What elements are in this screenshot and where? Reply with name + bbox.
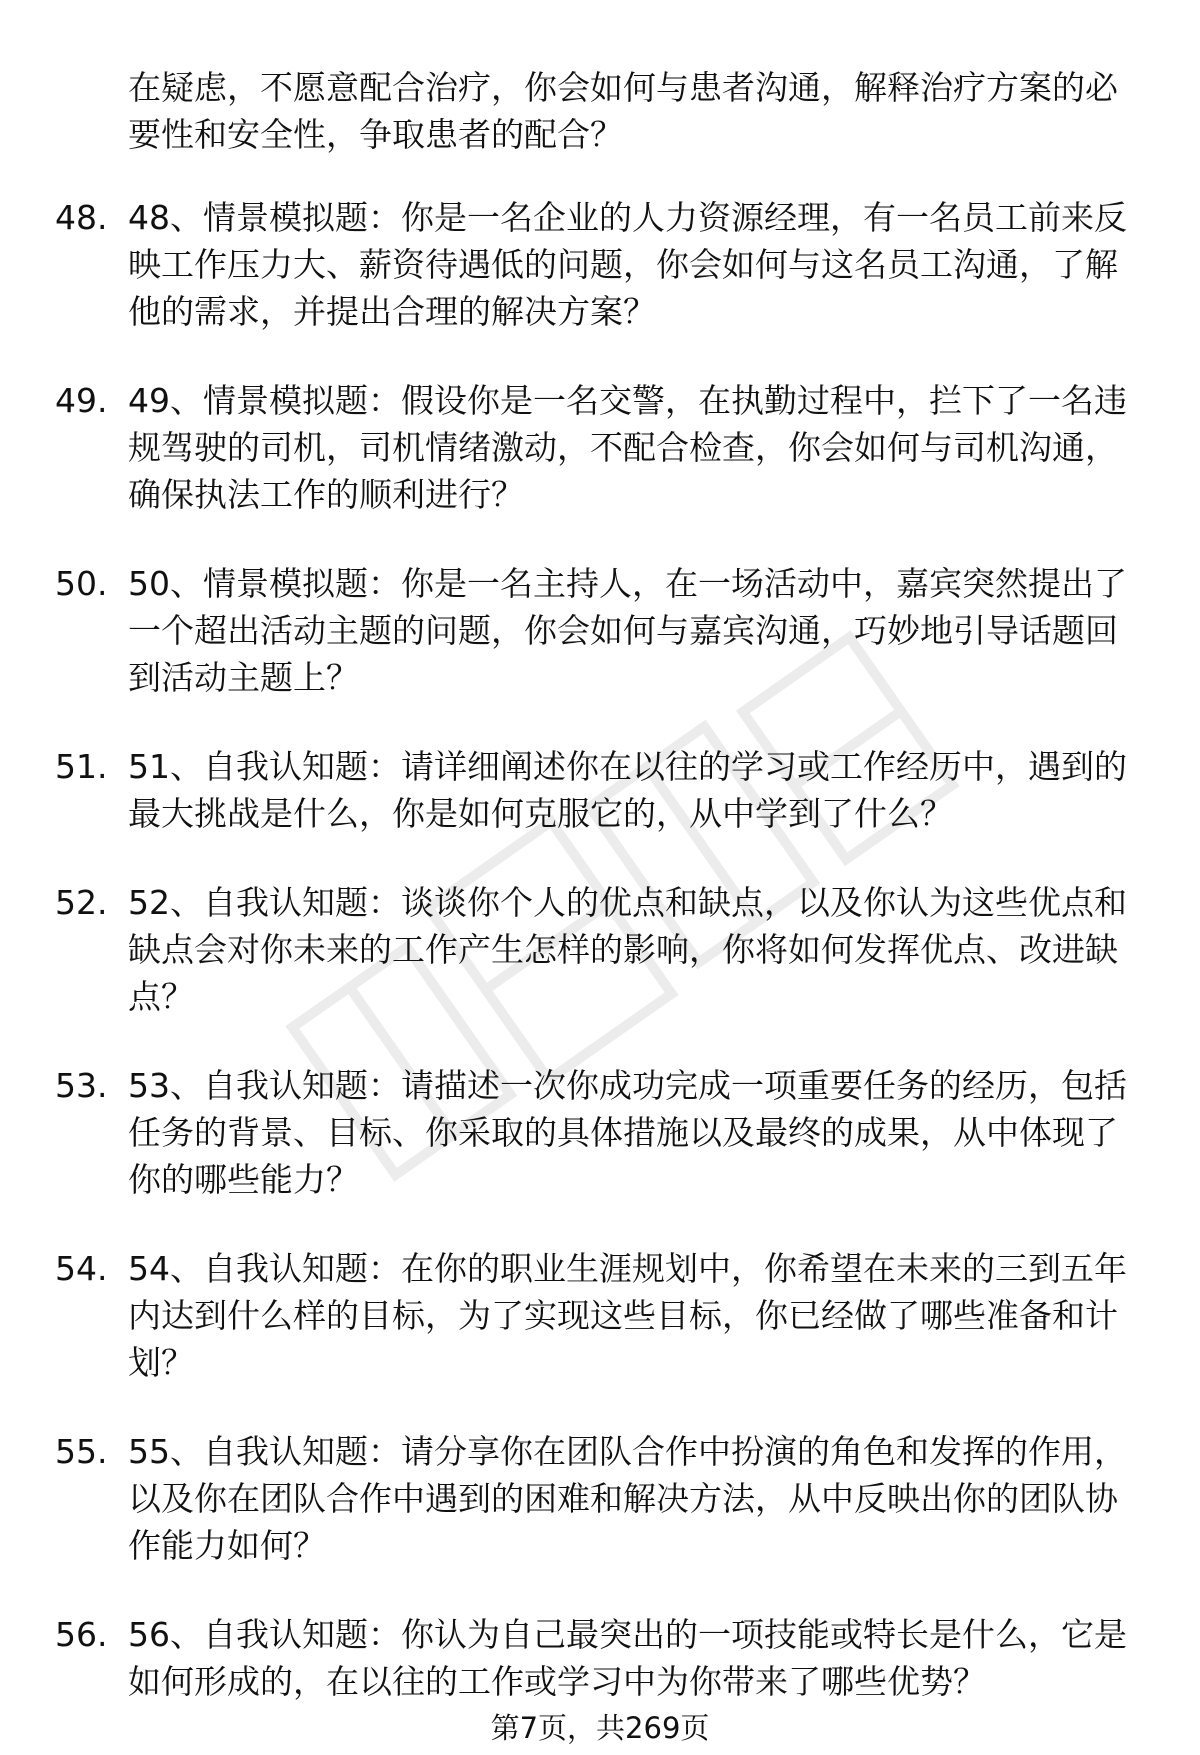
item-number: 48. bbox=[55, 198, 108, 237]
item-text: 50、情景模拟题：你是一名主持人，在一场活动中，嘉宾突然提出了一个超出活动主题的问题，你会如何与嘉宾沟通，巧妙地引导话题回到活动主题上？ bbox=[128, 564, 1127, 697]
list-item bbox=[0, 377, 1200, 560]
item-number: 55. bbox=[55, 1432, 108, 1471]
item-text: 53、自我认知题：请描述一次你成功完成一项重要任务的经历，包括任务的背景、目标、你采取的具体措施以及最终的成果，从中体现了你的哪些能力？ bbox=[128, 1066, 1127, 1199]
list-item bbox=[0, 743, 1200, 879]
list-item bbox=[0, 194, 1200, 377]
item-number: 50. bbox=[55, 564, 108, 603]
item-number: 53. bbox=[55, 1066, 108, 1105]
list-item bbox=[0, 1428, 1200, 1611]
item-text: 52、自我认知题：谈谈你个人的优点和缺点，以及你认为这些优点和缺点会对你未来的工作产生怎样的影响，你将如何发挥优点、改进缺点？ bbox=[128, 883, 1127, 1016]
item-text: 49、情景模拟题：假设你是一名交警，在执勤过程中，拦下了一名违规驾驶的司机，司机情绪激动，不配合检查，你会如何与司机沟通，确保执法工作的顺利进行？ bbox=[128, 381, 1127, 514]
item-text: 48、情景模拟题：你是一名企业的人力资源经理，有一名员工前来反映工作压力大、薪资待遇低的问题，你会如何与这名员工沟通，了解他的需求，并提出合理的解决方案？ bbox=[128, 198, 1127, 331]
list-item bbox=[0, 1245, 1200, 1428]
list-item bbox=[0, 1062, 1200, 1245]
item-text: 54、自我认知题：在你的职业生涯规划中，你希望在未来的三到五年内达到什么样的目标，为了实现这些目标，你已经做了哪些准备和计划？ bbox=[128, 1249, 1127, 1382]
item-number: 49. bbox=[55, 381, 108, 420]
item-number: 51. bbox=[55, 747, 108, 786]
page-footer: 第7页，共269页 bbox=[490, 1711, 710, 1745]
list-item bbox=[0, 879, 1200, 1062]
item-number: 54. bbox=[55, 1249, 108, 1288]
item-number: 56. bbox=[55, 1615, 108, 1654]
continued-question-text: 在疑虑，不愿意配合治疗，你会如何与患者沟通，解释治疗方案的必要性和安全性，争取患者的配合？ bbox=[128, 68, 1118, 154]
item-text: 51、自我认知题：请详细阐述你在以往的学习或工作经历中，遇到的最大挑战是什么，你是如何克服它的，从中学到了什么？ bbox=[128, 747, 1127, 833]
item-text: 56、自我认知题：你认为自己最突出的一项技能或特长是什么，它是如何形成的，在以往的工作或学习中为你带来了哪些优势？ bbox=[128, 1615, 1127, 1701]
question-list bbox=[0, 194, 1200, 1747]
list-item bbox=[0, 560, 1200, 743]
item-number: 52. bbox=[55, 883, 108, 922]
item-text: 55、自我认知题：请分享你在团队合作中扮演的角色和发挥的作用，以及你在团队合作中遇到的困难和解决方法，从中反映出你的团队协作能力如何？ bbox=[128, 1432, 1127, 1565]
